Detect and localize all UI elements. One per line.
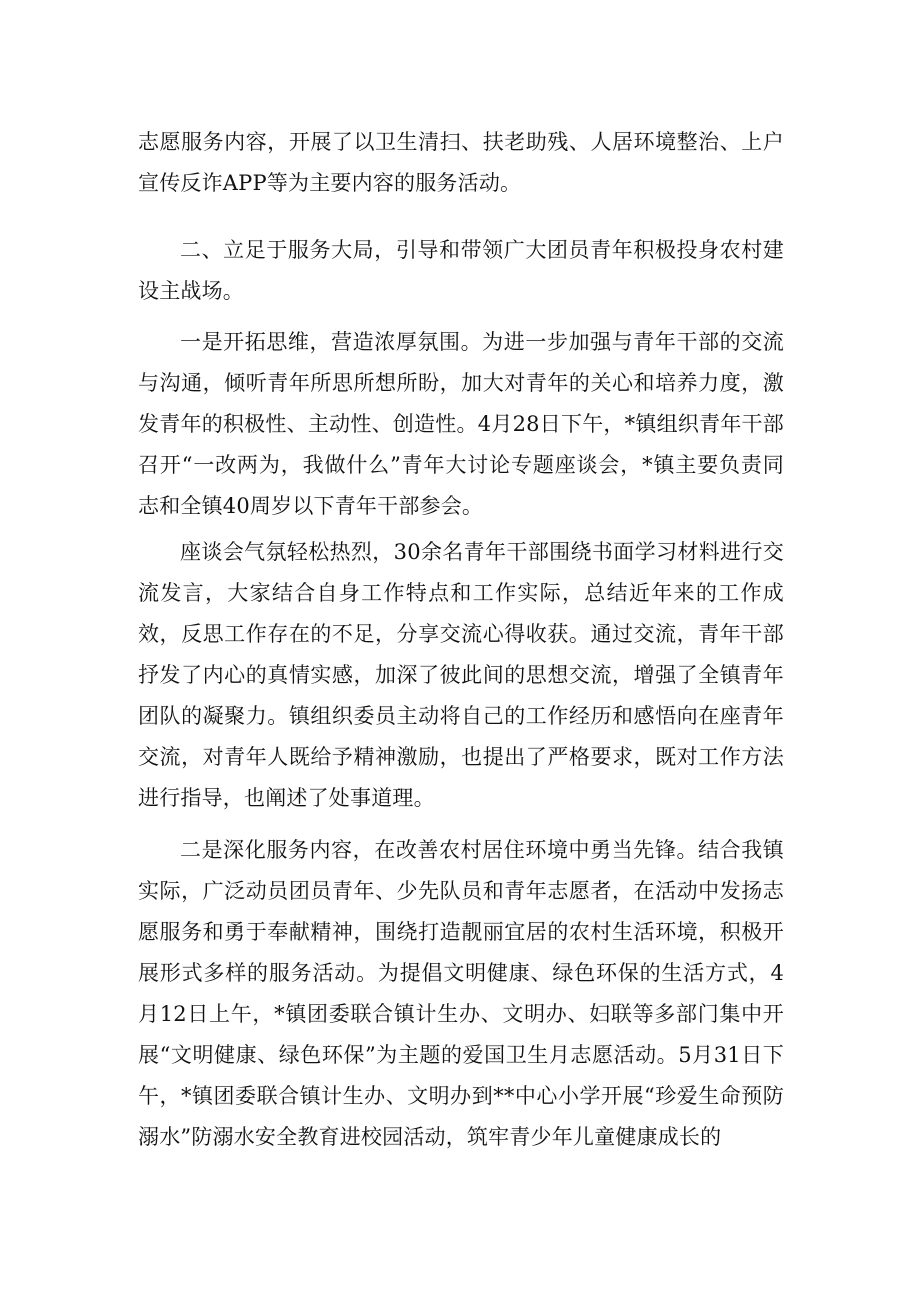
paragraph-symposium: 座谈会气氛轻松热烈，30余名青年干部围绕书面学习材料进行交流发言，大家结合自身工作特点和工作实际，总结近年来的工作成效，反思工作存在的不足，分享交流心得收获。通过交流，青年干部抒发了内心的真情实感，加深了彼此间的思想交流，增强了全镇青年团队的凝聚力。镇组织委员主动将自己的工作经历和感悟向在座青年交流，对青年人既给予精神激励，也提出了严格要求，既对工作方法进行指导，也阐述了处事道理。	[138, 540, 784, 810]
paragraph-continuation: 志愿服务内容，开展了以卫生清扫、扶老助残、人居环境整治、上户宣传反诈APP等为主要内容的服务活动。	[138, 130, 784, 195]
section-heading-paragraph: 二、立足于服务大局，引导和带领广大团员青年积极投身农村建设主战场。	[138, 238, 784, 303]
paragraph-deepen-service: 二是深化服务内容，在改善农村居住环境中勇当先锋。结合我镇实际，广泛动员团员青年、少先队员和青年志愿者，在活动中发扬志愿服务和勇于奉献精神，围绕打造靓丽宜居的农村生活环境，积极开展形式多样的服务活动。为提倡文明健康、绿色环保的生活方式，4月12日上午，*镇团委联合镇计生办、文明办、妇联等多部门集中开展“文明健康、绿色环保”为主题的爱国卫生月志愿活动。5月31日下午，*镇团委联合镇计生办、文明办到**中心小学开展“珍爱生命预防溺水”防溺水安全教育进校园活动，筑牢青少年儿童健康成长的	[138, 838, 784, 1149]
paragraph-broaden-thinking: 一是开拓思维，营造浓厚氛围。为进一步加强与青年干部的交流与沟通，倾听青年所思所想所盼，加大对青年的关心和培养力度，激发青年的积极性、主动性、创造性。4月28日下午，*镇组织青年干部召开“一改两为，我做什么”青年大讨论专题座谈会，*镇主要负责同志和全镇40周岁以下青年干部参会。	[138, 330, 784, 518]
